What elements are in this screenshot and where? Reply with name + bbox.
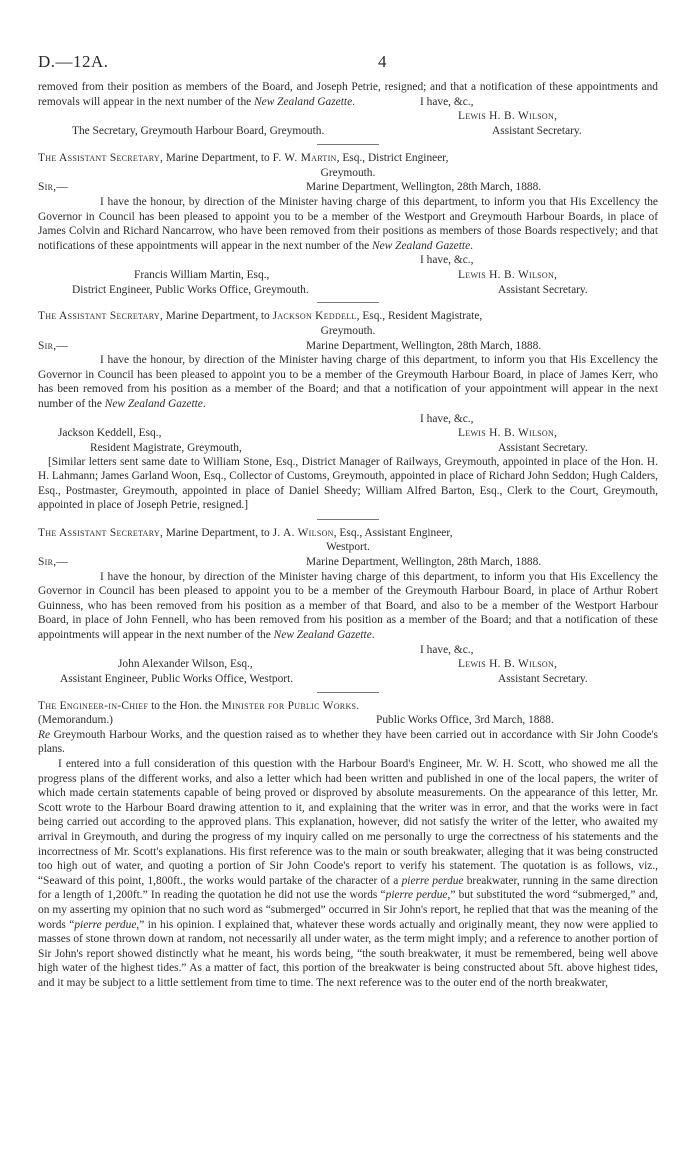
gazette-title: New Zealand Gazette xyxy=(372,239,471,252)
letter3-addressee-office: Resident Magistrate, Greymouth, xyxy=(90,441,242,454)
letter3-signature xyxy=(38,412,658,455)
letter4-heading: The Assistant Secretary, Marine Department, to J. A. Wilson, Esq., Assistant Engineer, Westport. xyxy=(38,526,453,554)
memo-label: (Memorandum.) xyxy=(38,714,113,727)
letter3-dateline: Marine Department, Wellington, 28th March, 1888. xyxy=(306,339,542,352)
letter1-body: removed from their position as members of the Board, and Joseph Petrie, resigned; and that a notification of these appointments and removals will appear in the next number of the New Zealand Gazette. xyxy=(38,81,658,108)
letter2-heading: The Assistant Secretary, Marine Department, to F. W. Martin, Esq., District Engineer, Greymouth. xyxy=(38,152,449,179)
letter4-signature xyxy=(38,643,658,686)
gazette-title: New Zealand Gazette xyxy=(104,397,203,410)
letter4-signatory-title: Assistant Secretary. xyxy=(498,672,588,685)
letter4-dateline: Marine Department, Wellington, 28th March, 1888. xyxy=(306,556,542,569)
gazette-title: New Zealand Gazette xyxy=(273,629,372,642)
letter3-closing: I have, &c., xyxy=(420,412,474,425)
memo-dateline-row xyxy=(38,713,658,728)
letter4-signatory: Lewis H. B. Wilson, xyxy=(458,658,558,671)
gazette-title: New Zealand Gazette xyxy=(254,95,353,108)
letter3-signatory-title: Assistant Secretary. xyxy=(498,441,588,454)
letter1-signatory: Lewis H. B. Wilson, xyxy=(458,110,558,123)
letter3-heading: The Assistant Secretary, Marine Department, to Jackson Keddell, Esq., Resident Magistrate, Greymouth. xyxy=(38,310,483,337)
letter1-closing: I have, &c., xyxy=(420,95,474,108)
letter2-signature xyxy=(38,253,658,296)
page-header xyxy=(38,52,658,74)
letter2-salutation: Sir,— xyxy=(38,181,69,194)
letter3-salutation: Sir,— xyxy=(38,339,69,352)
letter1-signatory-title: Assistant Secretary. xyxy=(492,124,582,137)
letter3-signatory: Lewis H. B. Wilson, xyxy=(458,427,558,440)
section-divider xyxy=(317,519,379,520)
letter1-addressee: The Secretary, Greymouth Harbour Board, Greymouth. xyxy=(72,124,325,137)
letter3-dateline-row xyxy=(38,339,658,354)
letter2-signatory-title: Assistant Secretary. xyxy=(498,283,588,296)
letter3-addressee-name: Jackson Keddell, Esq., xyxy=(58,427,162,440)
letter2-dateline: Marine Department, Wellington, 28th March, 1888. xyxy=(306,181,542,194)
letter4-addressee-office: Assistant Engineer, Public Works Office, Westport. xyxy=(60,672,294,685)
letter4-dateline-row xyxy=(38,555,658,570)
letter2-closing: I have, &c., xyxy=(420,254,474,267)
section-divider xyxy=(317,302,379,303)
letter2-addressee-office: District Engineer, Public Works Office, Greymouth. xyxy=(72,283,309,296)
memo-title: The Engineer-in-Chief to the Hon. the Minister for Public Works. xyxy=(38,699,360,712)
page-content xyxy=(38,80,658,991)
letter2-dateline-row xyxy=(38,180,658,195)
memo-body: I entered into a full consideration of this question with the Harbour Board's Engineer, Mr. W. H. Scott, who showed me all the progress plans of the different works, and also a letter which had been written and published in one of the local papers, the writer of which made certain statements capable of being proved or disproved by absolute measurements. On the appearance of this letter, Mr. Scott wrote to the Harbour Board drawing attention to it, and explaining that the writer was in error, and that the works were in fact being carried out according to the approved plans. This explanation, however, did not satisfy the writer of the letter, who awaited my arrival in Greymouth, and during the progress of my inquiry called on me personally to urge the correctness of his statements and the incorrectness of Mr. Scott's explanations. His first reference was to the main or south breakwater, alleging that it was being constructed too high out of water, and quoting a portion of Sir John Coode's report to verify his statement. The quotation is as follows, viz., “Seaward of this point, 1,800ft., the works would partake of the character of a pierre perdue breakwater, running in the same direction for a length of 1,200ft.” In reading the quotation he did not use the words “pierre perdue,” but substituted the word “submerged,” and, on my asserting my opinion that no such word as “submerged” occurred in Sir John's report, he replied that that was the meaning of the words “pierre perdue,” in his opinion. I explained that, whatever these words actually and originally meant, they now were applied to masses of stone thrown down at random, not necessarily all under water, as the term might imply; and a reference to another portion of Sir John's report showed distinctly what he meant, his words being, “the south breakwater, it must be remembered, being well above high water of the highest tides.” As a matter of fact, this portion of the breakwater is being constructed about 5ft. above highest tides, and it may be subject to a little settlement from time to time. The next reference was to the outer end of the north breakwater, xyxy=(38,758,659,989)
section-divider xyxy=(317,692,379,693)
memo-subject: Re Greymouth Harbour Works, and the question raised as to whether they have been carried out in accordance with Sir John Coode's plans. xyxy=(38,728,658,756)
letter4-salutation: Sir,— xyxy=(38,556,69,569)
letter4-body: I have the honour, by direction of the Minister having charge of this department, to inform you that His Excellency the Governor in Council has been pleased to appoint you to be a member of the Greymouth Harbour Board, in place of Arthur Robert Guinness, who has been removed from his position as a member of that Board, and also to be a member of the Westport Harbour Board, in place of John Fennell, who has been removed from his position as a member of the Board; and that a notification of these appointments will appear in the next number of the New Zealand Gazette. xyxy=(38,570,658,642)
letter2-signatory: Lewis H. B. Wilson, xyxy=(458,268,558,281)
letter2-addressee-name: Francis William Martin, Esq., xyxy=(134,268,270,281)
letter4-addressee-name: John Alexander Wilson, Esq., xyxy=(118,658,253,671)
section-divider xyxy=(317,144,379,145)
letter4-closing: I have, &c., xyxy=(420,643,474,656)
letter2-body: I have the honour, by direction of the Minister having charge of this department, to inform you that His Excellency the Governor in Council has been pleased to appoint you to be a member of the Westport and Greymouth Harbour Boards, in place of James Colvin and Richard Nancarrow, who have been removed from their positions as members of those Boards respectively; and that notifications of these appointments will appear in the next number of the New Zealand Gazette. xyxy=(38,195,658,252)
parliamentary-paper-ref: D.—12A. xyxy=(38,52,109,71)
letter3-body: I have the honour, by direction of the Minister having charge of this department, to inform you that His Excellency the Governor in Council has been pleased to appoint you to be a member of the Greymouth Harbour Board, in place of James Kerr, who has been removed from his position as a member of the Board; and that a notification of your appointment will appear in the next number of the New Zealand Gazette. xyxy=(38,354,658,410)
memo-dateline: Public Works Office, 3rd March, 1888. xyxy=(376,714,554,727)
similar-letters-note: [Similar letters sent same date to William Stone, Esq., District Manager of Railways, Greymouth, appointed in place of the Hon. H. H. Lahmann; James Garland Woon, Esq., Collector of Customs, Greymouth, appointed in place of Richard John Seddon; Hugh Calders, Esq., Postmaster, Greymouth, appointed in place of Daniel Sheedy; William Alfred Barton, Esq., Clerk to the Court, Greymouth, appointed in place of Joseph Petrie, resigned.] xyxy=(38,455,658,512)
page-number: 4 xyxy=(378,52,387,71)
